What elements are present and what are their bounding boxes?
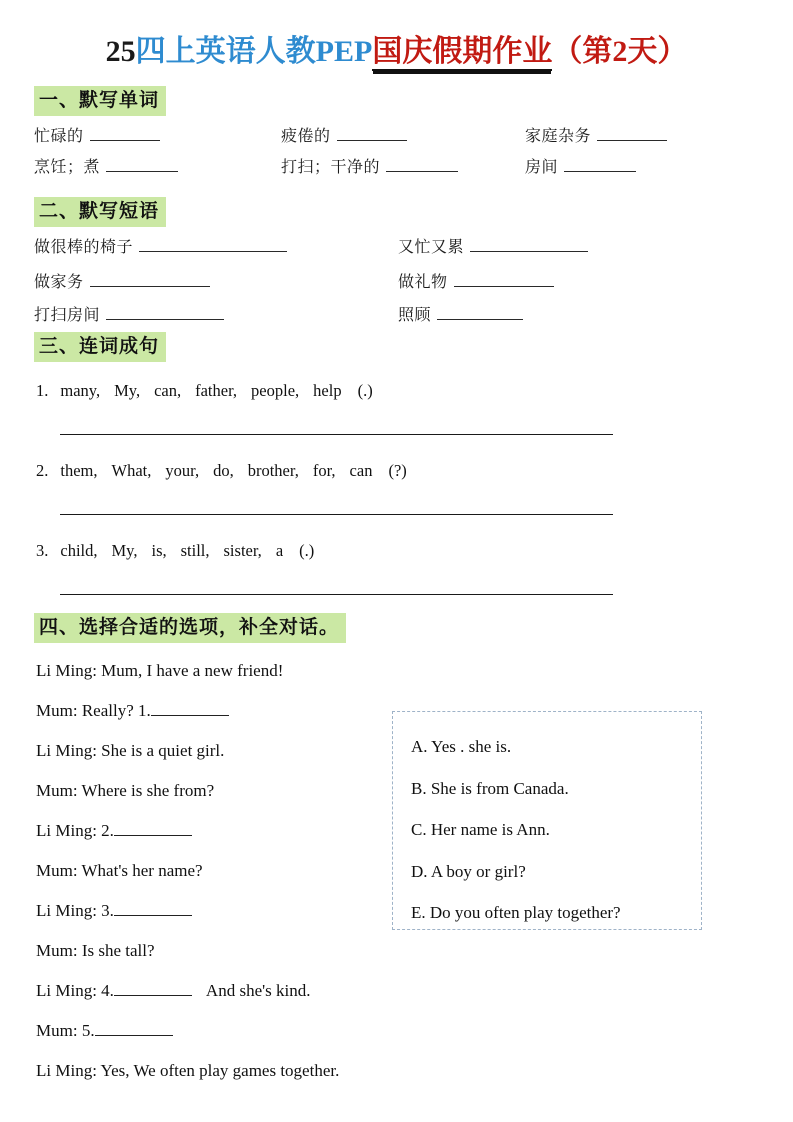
word-label: 疲倦的 (281, 126, 331, 145)
dialogue-speaker: Mum: (36, 1021, 78, 1040)
option-e[interactable]: E. Do you often play together? (411, 903, 621, 922)
word-row-2b (281, 155, 458, 179)
option-a[interactable]: A. Yes . she is. (411, 737, 512, 756)
dialogue-speaker: Mum: (36, 701, 78, 720)
dialogue-line-11 (36, 1059, 339, 1082)
scramble-word: child, (60, 541, 98, 560)
dialogue-speaker: Li Ming: (36, 661, 97, 680)
scramble-punct: (.) (299, 541, 315, 560)
section-heading-1: 一、默写单词 (34, 86, 166, 116)
dialogue-line-10 (36, 1019, 173, 1042)
dialogue-text: Is she tall? (77, 941, 155, 960)
scramble-word: them, (60, 461, 98, 480)
phrase-row-2b (398, 270, 554, 294)
scramble-word: is, (151, 541, 167, 560)
dialogue-line-3 (36, 739, 224, 762)
scramble-word: What, (111, 461, 152, 480)
scramble-word: for, (312, 461, 336, 480)
dialogue-speaker: Li Ming: (36, 741, 97, 760)
section-heading-4: 四、选择合适的选项，补全对话。 (34, 613, 346, 643)
dialogue-line-5 (36, 819, 192, 842)
answer-line-2[interactable] (60, 514, 613, 515)
dialogue-blank-1[interactable] (151, 702, 229, 716)
word-blank[interactable] (90, 126, 160, 141)
scramble-punct: (.) (357, 381, 373, 400)
dialogue-text: Really? 1. (77, 701, 151, 720)
dialogue-blank-5[interactable] (95, 1022, 173, 1036)
dialogue-speaker: Mum: (36, 781, 78, 800)
scramble-word: can, (154, 381, 182, 400)
phrase-blank[interactable] (470, 237, 588, 252)
phrase-label: 做很棒的椅子 (34, 237, 134, 256)
dialogue-line-4 (36, 779, 214, 802)
option-b[interactable]: B. She is from Canada. (411, 778, 569, 798)
dialogue-speaker: Li Ming: (36, 981, 97, 1000)
dialogue-line-2 (36, 699, 229, 722)
page-title (0, 33, 793, 71)
scramble-word: My, (114, 381, 141, 400)
scramble-item-3 (36, 540, 314, 562)
phrase-row-1 (34, 235, 287, 259)
scramble-word: help (313, 381, 342, 400)
title-main: 国庆假期作业 (372, 35, 552, 71)
answer-line-3[interactable] (60, 594, 613, 595)
word-label: 忙碌的 (34, 126, 84, 145)
word-label: 家庭杂务 (525, 126, 592, 145)
scramble-punct: (?) (388, 461, 407, 480)
item-number: 3. (36, 541, 49, 560)
word-blank[interactable] (106, 157, 178, 172)
dialogue-text: 4. (96, 981, 114, 1000)
option-d[interactable]: D. A boy or girl? (411, 861, 526, 881)
options-box (392, 711, 702, 930)
dialogue-text: Where is she from? (77, 781, 215, 800)
dialogue-text: 5. (77, 1021, 95, 1040)
word-label: 打扫；干净的 (281, 157, 381, 176)
word-blank[interactable] (386, 157, 458, 172)
phrase-row-3b (398, 303, 523, 327)
phrase-blank[interactable] (90, 272, 210, 287)
word-row-1c (525, 124, 667, 148)
dialogue-text: 2. (96, 821, 114, 840)
phrase-label: 做礼物 (398, 272, 448, 291)
dialogue-line-1 (36, 659, 283, 682)
word-blank[interactable] (564, 157, 636, 172)
phrase-label: 打扫房间 (34, 305, 101, 324)
section-heading-2: 二、默写短语 (34, 197, 166, 227)
scramble-item-2 (36, 460, 407, 482)
scramble-word: still, (180, 541, 210, 560)
option-c[interactable]: C. Her name is Ann. (411, 820, 550, 839)
item-number: 1. (36, 381, 49, 400)
dialogue-line-6 (36, 859, 203, 882)
dialogue-blank-2[interactable] (114, 822, 192, 836)
phrase-blank[interactable] (139, 237, 287, 252)
scramble-word: father, (195, 381, 238, 400)
dialogue-speaker: Mum: (36, 941, 78, 960)
dialogue-speaker: Li Ming: (36, 1061, 97, 1080)
dialogue-text: 3. (96, 901, 114, 920)
section-heading-3: 三、连词成句 (34, 332, 166, 362)
dialogue-text: Mum, I have a new friend! (96, 661, 284, 680)
dialogue-text: Yes, We often play games together. (96, 1061, 340, 1080)
item-number: 2. (36, 461, 49, 480)
word-row-1 (34, 124, 160, 148)
dialogue-speaker: Li Ming: (36, 901, 97, 920)
word-blank[interactable] (597, 126, 667, 141)
word-row-2c (525, 155, 636, 179)
phrase-label: 又忙又累 (398, 237, 465, 256)
answer-line-1[interactable] (60, 434, 613, 435)
scramble-word: My, (111, 541, 138, 560)
title-number: 25 (105, 35, 136, 68)
dialogue-blank-3[interactable] (114, 902, 192, 916)
scramble-word: sister, (223, 541, 262, 560)
word-blank[interactable] (337, 126, 407, 141)
word-label: 烹饪；煮 (34, 157, 101, 176)
scramble-word: people, (251, 381, 300, 400)
word-row-1b (281, 124, 407, 148)
dialogue-speaker: Li Ming: (36, 821, 97, 840)
phrase-row-1b (398, 235, 588, 259)
phrase-row-2 (34, 270, 210, 294)
title-day: （第2天） (552, 35, 688, 68)
word-label: 房间 (525, 157, 559, 176)
scramble-word: your, (165, 461, 200, 480)
phrase-blank[interactable] (437, 305, 523, 320)
dialogue-line-8 (36, 939, 155, 962)
phrase-label: 做家务 (34, 272, 84, 291)
title-subject: 四上英语人教PEP (135, 35, 373, 68)
word-row-2 (34, 155, 178, 179)
phrase-row-3 (34, 303, 224, 327)
dialogue-line-7 (36, 899, 192, 922)
dialogue-tail: And she's kind. (205, 981, 311, 1000)
dialogue-text: What's her name? (77, 861, 203, 880)
scramble-word: many, (60, 381, 101, 400)
scramble-item-1 (36, 380, 373, 402)
dialogue-line-9 (36, 979, 311, 1002)
scramble-word: brother, (247, 461, 299, 480)
phrase-blank[interactable] (454, 272, 554, 287)
phrase-blank[interactable] (106, 305, 224, 320)
phrase-label: 照顾 (398, 305, 432, 324)
dialogue-blank-4[interactable] (114, 982, 192, 996)
dialogue-text: She is a quiet girl. (96, 741, 225, 760)
scramble-word: do, (213, 461, 234, 480)
dialogue-speaker: Mum: (36, 861, 78, 880)
scramble-word: can (349, 461, 373, 480)
scramble-word: a (275, 541, 284, 560)
